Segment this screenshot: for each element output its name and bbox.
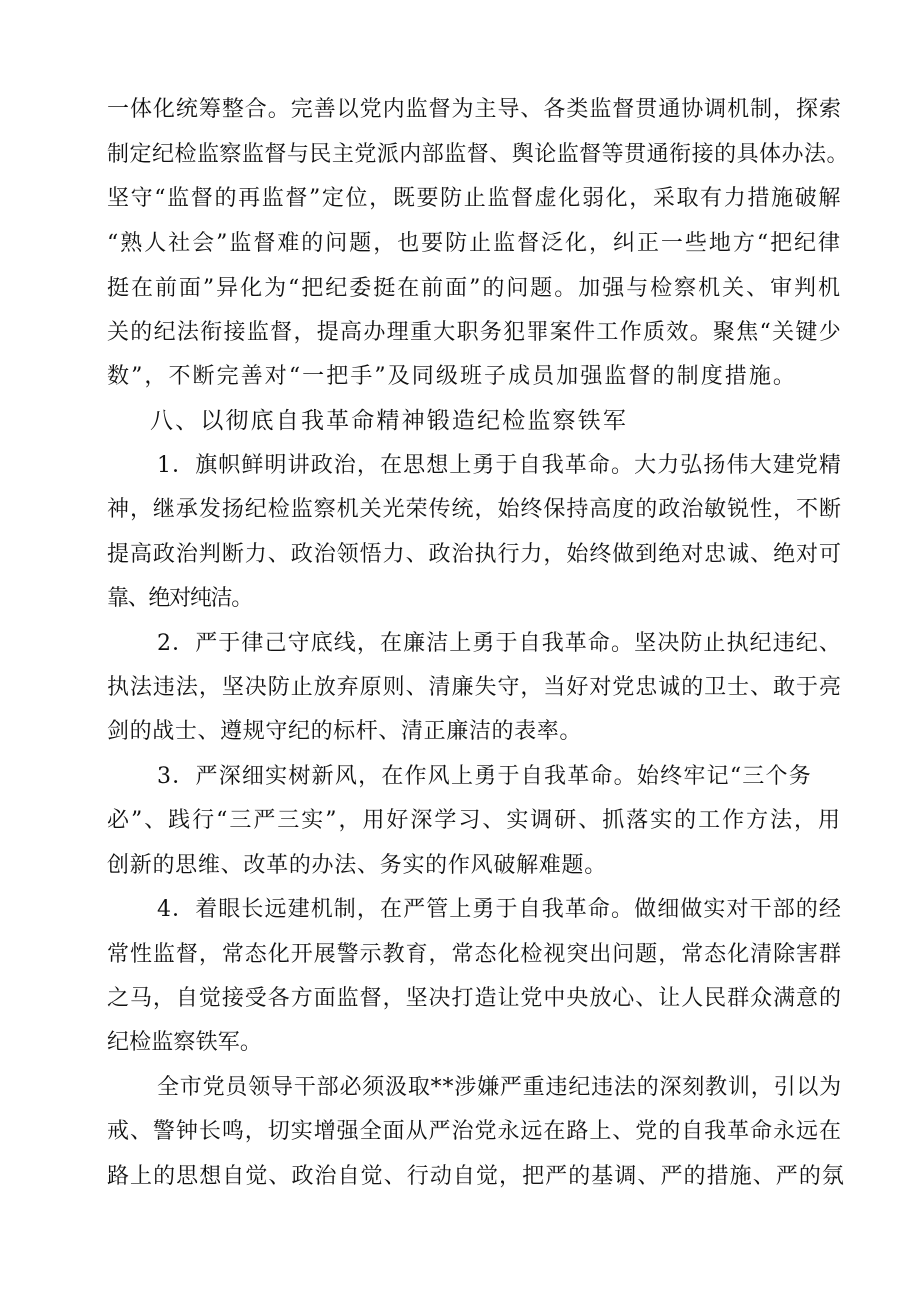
section-heading: 八、以彻底自我革命精神锻造纪检监察铁军: [150, 408, 628, 434]
item-3-line: 3．严深细实树新风，在作风上勇于自我革命。始终牢记“三个务: [157, 764, 812, 789]
body-text-line: 关的纪法衔接监督，提高办理重大职务犯罪案件工作质效。聚焦“关键少: [107, 320, 842, 345]
item-3-line: 必”、践行“三严三实”，用好深学习、实调研、抓落实的工作方法，用: [107, 808, 842, 833]
item-2-line: 剑的战士、遵规守纪的标杆、清正廉洁的表率。: [107, 719, 582, 744]
item-4-line: 纪检监察铁军。: [107, 1030, 262, 1055]
body-text-line: 一体化统筹整合。完善以党内监督为主导、各类监督贯通协调机制，探索: [107, 97, 842, 122]
item-1-line: 提高政治判断力、政治领悟力、政治执行力，始终做到绝对忠诚、绝对可: [107, 542, 842, 567]
item-2-line: 2．严于律己守底线，在廉洁上勇于自我革命。坚决防止执纪违纪、: [157, 631, 842, 656]
body-text-line: 数”，不断完善对“一把手”及同级班子成员加强监督的制度措施。: [107, 364, 797, 389]
body-text-line: 坚守“监督的再监督”定位，既要防止监督虚化弱化，采取有力措施破解: [107, 186, 842, 211]
closing-paragraph-line: 戒、警钟长鸣，切实增强全面从严治党永远在路上、党的自我革命永远在: [107, 1119, 842, 1144]
closing-paragraph-line: 路上的思想自觉、政治自觉、行动自觉，把严的基调、严的措施、严的氛: [107, 1164, 845, 1189]
item-2-line: 执法违法，坚决防止放弃原则、清廉失守，当好对党忠诚的卫士、敢于亮: [107, 675, 842, 700]
item-1-line: 1．旗帜鲜明讲政治，在思想上勇于自我革命。大力弘扬伟大建党精: [157, 453, 842, 478]
item-4-line: 常性监督，常态化开展警示教育，常态化检视突出问题，常态化清除害群: [107, 942, 842, 967]
body-text-line: 挺在前面”异化为“把纪委挺在前面”的问题。加强与检察机关、审判机: [107, 276, 842, 301]
item-3-line: 创新的思维、改革的办法、务实的作风破解难题。: [107, 853, 607, 878]
body-text-line: “熟人社会”监督难的问题，也要防止监督泛化，纠正一些地方“把纪律: [107, 231, 842, 256]
item-4-line: 4．着眼长远建机制，在严管上勇于自我革命。做细做实对干部的经: [157, 897, 842, 922]
closing-paragraph-line: 全市党员领导干部必须汲取**涉嫌严重违纪违法的深刻教训，引以为: [157, 1075, 842, 1100]
item-4-line: 之马，自觉接受各方面监督，坚决打造让党中央放心、让人民群众满意的: [107, 986, 842, 1011]
item-1-line: 靠、绝对纯洁。: [107, 586, 252, 611]
body-text-line: 制定纪检监察监督与民主党派内部监督、舆论监督等贯通衔接的具体办法。: [107, 142, 849, 167]
item-1-line: 神，继承发扬纪检监察机关光荣传统，始终保持高度的政治敏锐性，不断: [107, 497, 842, 522]
